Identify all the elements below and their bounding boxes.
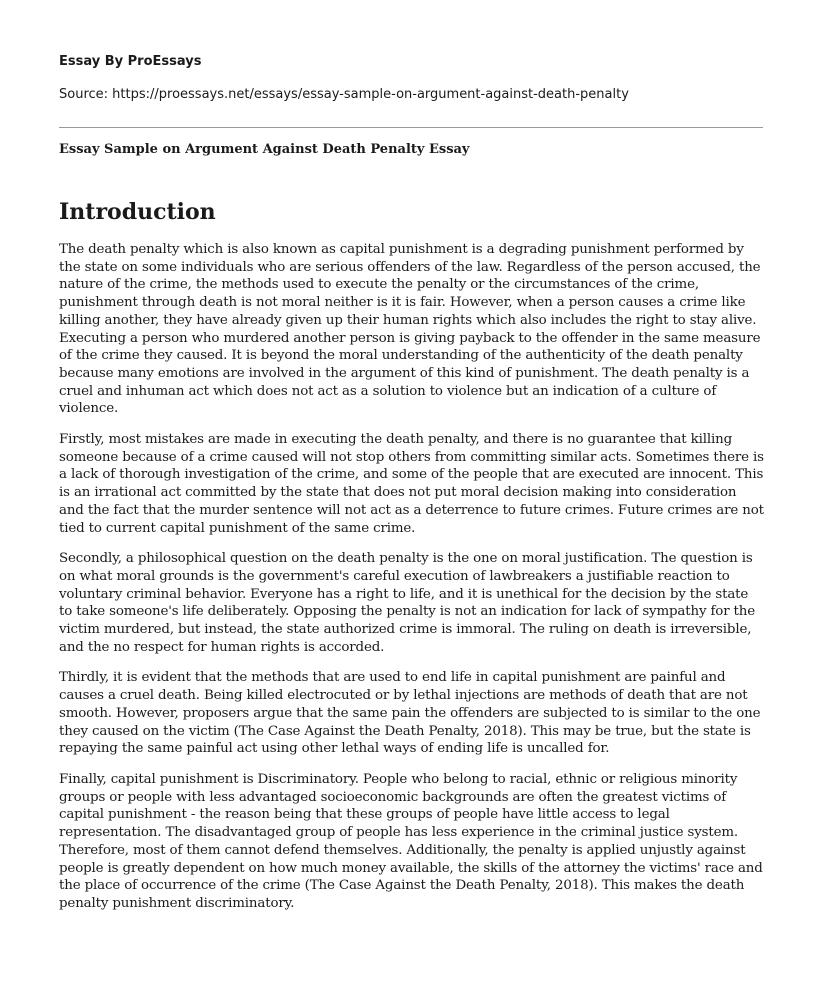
header-divider (59, 127, 763, 128)
source-line: Source: https://proessays.net/essays/essay-sample-on-argument-against-death-penalty (59, 87, 629, 102)
section-heading: Introduction (59, 199, 216, 225)
essay-body (59, 241, 765, 926)
essay-title: Essay Sample on Argument Against Death Penalty Essay (59, 142, 470, 157)
paragraph: The death penalty which is also known as capital punishment is a degrading punishment performed by the state on some individuals who are serious offenders of the law. Regardless of the person accused, the nature of the crime, the methods used to execute the penalty or the circumstances of the crime, punishment through death is not moral neither is it is fair. However, when a person causes a crime like killing another, they have already given up their human rights which also includes the right to stay alive. Executing a person who murdered another person is giving payback to the offender in the same measure of the crime they caused. It is beyond the moral understanding of the authenticity of the death penalty because many emotions are involved in the argument of this kind of punishment. The death penalty is a cruel and inhuman act which does not act as a solution to violence but an indication of a culture of violence. (59, 242, 761, 417)
paragraph: Secondly, a philosophical question on the death penalty is the one on moral justification. The question is on what moral grounds is the government's careful execution of lawbreakers a justifiable reaction to voluntary criminal behavior. Everyone has a right to life, and it is unethical for the decision by the state to take someone's life deliberately. Opposing the penalty is not an indication for lack of sympathy for the victim murdered, but instead, the state authorized crime is immoral. The ruling on death is irreversible, and the no respect for human rights is accorded. (59, 551, 756, 655)
paragraph: Firstly, most mistakes are made in executing the death penalty, and there is no guarantee that killing someone because of a crime caused will not stop others from committing similar acts. Sometimes there is a lack of thorough investigation of the crime, and some of the people that are executed are innocent. This is an irrational act committed by the state that does not put moral decision making into consideration and the fact that the murder sentence will not act as a deterrence to future crimes. Future crimes are not tied to current capital punishment of the same crime. (59, 432, 764, 536)
paragraph: Thirdly, it is evident that the methods that are used to end life in capital punishment are painful and causes a cruel death. Being killed electrocuted or by lethal injections are methods of death that are not smooth. However, proposers argue that the same pain the offenders are subjected to is similar to the one they caused on the victim (The Case Against the Death Penalty, 2018). This may be true, but the state is repaying the same painful act using other lethal ways of ending life is uncalled for. (59, 670, 761, 757)
paragraph: Finally, capital punishment is Discriminatory. People who belong to racial, ethnic or religious minority groups or people with less advantaged socioeconomic backgrounds are often the greatest victims of capital punishment - the reason being that these groups of people have little access to legal representation. The disadvantaged group of people has less experience in the criminal justice system. Therefore, most of them cannot defend themselves. Additionally, the penalty is applied unjustly against people is greatly dependent on how much money available, the skills of the attorney the victims' race and the place of occurrence of the crime (The Case Against the Death Penalty, 2018). This makes the death penalty punishment discriminatory. (59, 771, 763, 911)
brand-header: Essay By ProEssays (59, 54, 202, 69)
